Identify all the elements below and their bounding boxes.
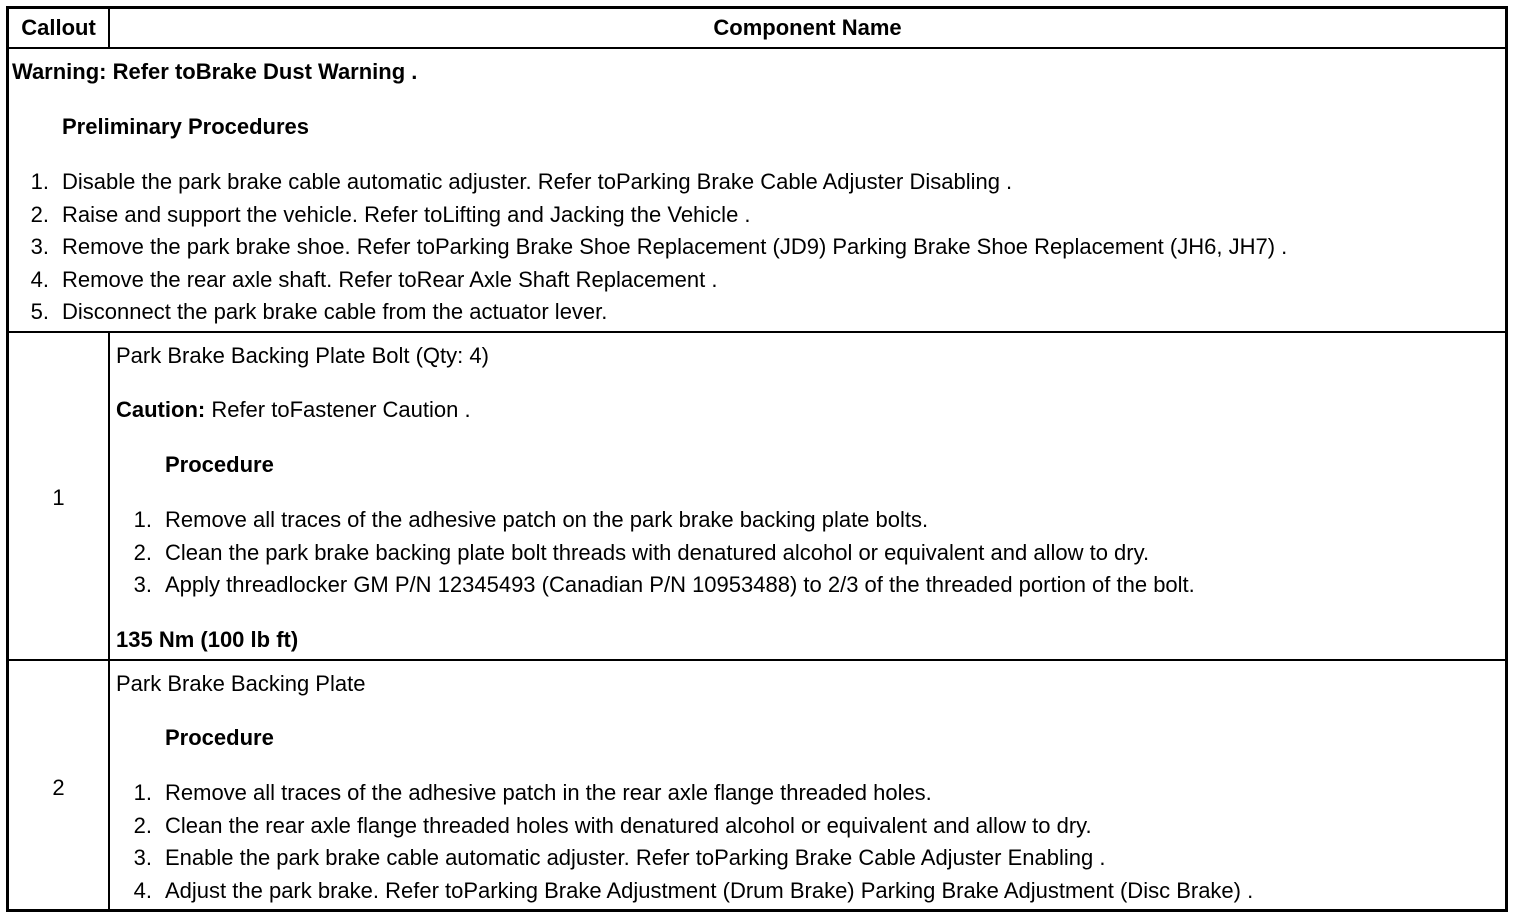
step-number: 1. [133, 507, 152, 532]
step-number: 3. [133, 845, 152, 870]
row-2-step-2: Clean the rear axle flange threaded holes with denatured alcohol or equivalent and allow to dry. [165, 813, 1092, 838]
preliminary-title: Preliminary Procedures [62, 114, 310, 139]
row-2-step-3: Enable the park brake cable automatic adjuster. Refer toParking Brake Cable Adjuster Enabling . [165, 845, 1106, 870]
row-2-procedure-title: Procedure [165, 725, 274, 750]
row-1-step-2: Clean the park brake backing plate bolt threads with denatured alcohol or equivalent and allow to dry. [165, 540, 1150, 565]
row-2-component-name: Park Brake Backing Plate [116, 671, 366, 696]
step-number: 3. [133, 572, 152, 597]
step-number: 4. [30, 267, 49, 292]
row-2-callout: 2 [52, 775, 65, 800]
row-1-caution [116, 397, 471, 423]
body-column-divider [108, 332, 110, 909]
prelim-step-4: Remove the rear axle shaft. Refer toRear Axle Shaft Replacement . [62, 267, 718, 292]
header-component-name: Component Name [713, 15, 902, 40]
caution-text: Refer toFastener Caution . [205, 397, 471, 422]
prelim-step-1: Disable the park brake cable automatic adjuster. Refer toParking Brake Cable Adjuster Disabling . [62, 169, 1013, 194]
step-number: 4. [133, 878, 152, 903]
prelim-step-3: Remove the park brake shoe. Refer toParking Brake Shoe Replacement (JD9) Parking Brake Shoe Replacement (JH6, JH7) . [62, 234, 1288, 259]
step-number: 1. [30, 169, 49, 194]
step-number: 5. [30, 299, 49, 324]
row-2-step-1: Remove all traces of the adhesive patch in the rear axle flange threaded holes. [165, 780, 932, 805]
row-1-step-3: Apply threadlocker GM P/N 12345493 (Canadian P/N 10953488) to 2/3 of the threaded portion of the bolt. [165, 572, 1195, 597]
row-1-callout: 1 [52, 485, 65, 510]
row-divider-2 [9, 659, 1505, 661]
prelim-step-5: Disconnect the park brake cable from the actuator lever. [62, 299, 608, 324]
procedure-table [6, 6, 1508, 912]
row-1-component-name: Park Brake Backing Plate Bolt (Qty: 4) [116, 343, 489, 368]
row-1-torque: 135 Nm (100 lb ft) [116, 627, 299, 652]
row-1-procedure-title: Procedure [165, 452, 274, 477]
step-number: 2. [30, 202, 49, 227]
caution-label: Caution: [116, 397, 206, 422]
step-number: 1. [133, 780, 152, 805]
step-number: 2. [133, 540, 152, 565]
header-callout: Callout [21, 15, 96, 40]
step-number: 3. [30, 234, 49, 259]
header-divider [9, 47, 1505, 49]
step-number: 2. [133, 813, 152, 838]
row-2-step-4: Adjust the park brake. Refer toParking Brake Adjustment (Drum Brake) Parking Brake Adjustment (Disc Brake) . [165, 878, 1254, 903]
warning-text: Warning: Refer toBrake Dust Warning . [12, 59, 418, 84]
prelim-step-2: Raise and support the vehicle. Refer toLifting and Jacking the Vehicle . [62, 202, 751, 227]
row-1-step-1: Remove all traces of the adhesive patch on the park brake backing plate bolts. [165, 507, 929, 532]
row-divider-1 [9, 331, 1505, 333]
